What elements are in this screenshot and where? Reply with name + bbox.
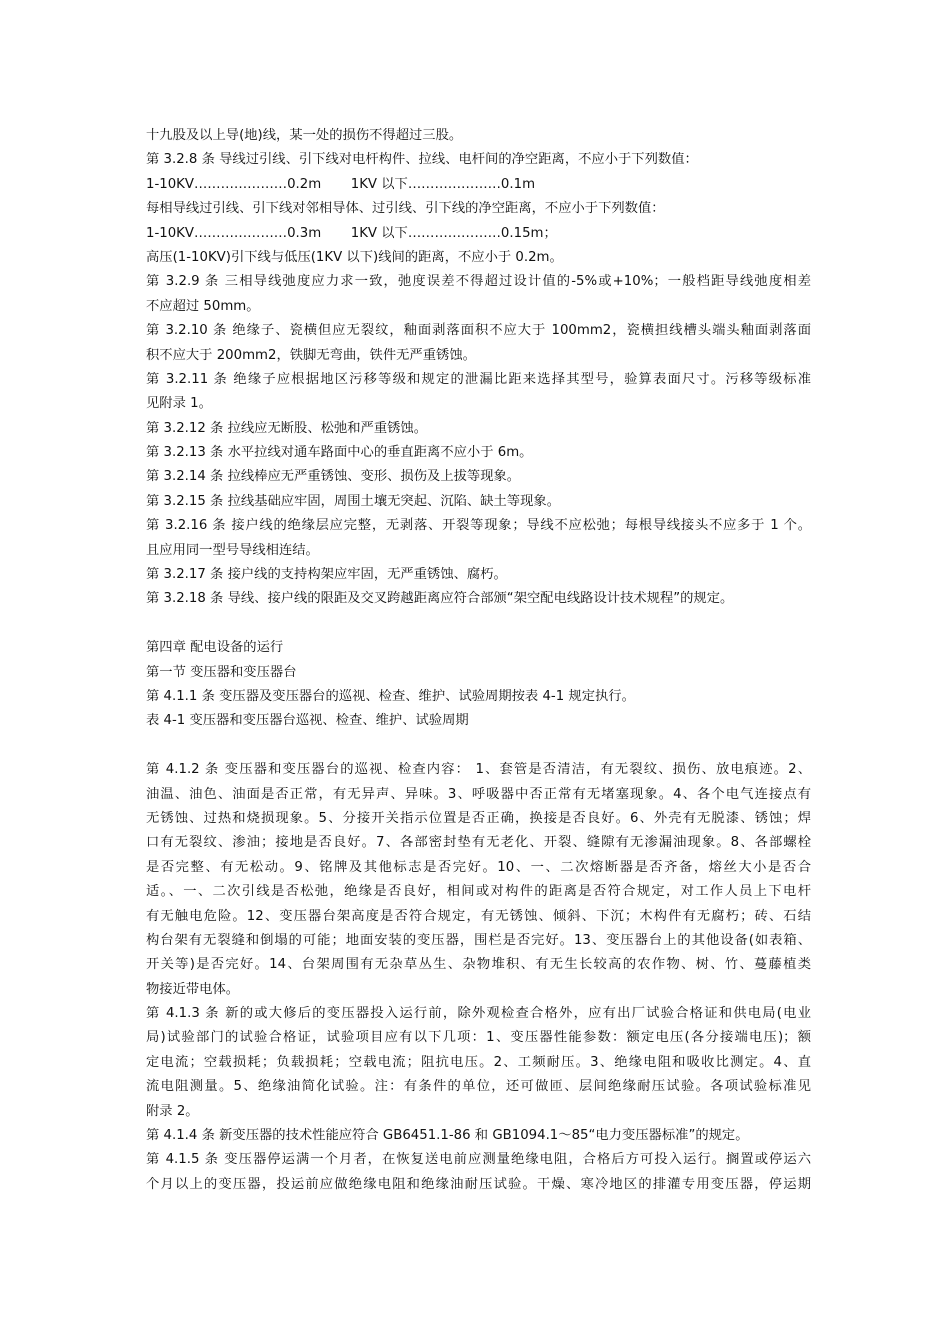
- paragraph-gap: [146, 734, 811, 758]
- text-line: 无锈蚀、过热和烧损现象。5、分接开关指示位置是否正确，换接是否良好。6、外壳有无脱漆、锈蚀；焊: [146, 810, 811, 826]
- table-caption: 表 4-1 变压器和变压器台巡视、检查、维护、试验周期: [146, 713, 469, 729]
- clause-3-2-11: 第 3.2.11 条 绝缘子应根据地区污移等级和规定的泄漏比距来选择其型号，验算表面尺寸。污移等级标准: [146, 371, 811, 387]
- clause-4-1-4: 第 4.1.4 条 新变压器的技术性能应符合 GB6451.1-86 和 GB1094.1～85“电力变压器标准”的规定。: [146, 1128, 749, 1144]
- clause-3-2-14: 第 3.2.14 条 拉线棒应无严重锈蚀、变形、损伤及上拔等现象。: [146, 469, 521, 485]
- paragraph-gap: [146, 612, 811, 636]
- clause-4-1-2: 第 4.1.2 条 变压器和变压器台的巡视、检查内容： 1、套管是否清洁，有无裂纹、损伤、放电痕迹。2、: [146, 762, 811, 778]
- clause-3-2-18: 第 3.2.18 条 导线、接户线的限距及交叉跨越距离应符合部颁“架空配电线路设计技术规程”的规定。: [146, 591, 734, 607]
- text-line: 流电阻测量。5、绝缘油简化试验。注：有条件的单位，还可做匝、层间绝缘耐压试验。各项试验标准见: [146, 1079, 811, 1095]
- clause-3-2-13: 第 3.2.13 条 水平拉线对通车路面中心的垂直距离不应小于 6m。: [146, 445, 533, 461]
- clause-3-2-15: 第 3.2.15 条 拉线基础应牢固，周围土壤无突起、沉陷、缺土等现象。: [146, 493, 560, 509]
- document-page: [146, 124, 811, 1197]
- chapter-title: 第四章 配电设备的运行: [146, 640, 284, 656]
- text-line: 构台架有无裂缝和倒塌的可能；地面安装的变压器，围栏是否完好。13、变压器台上的其他设备(如表箱、: [146, 932, 811, 948]
- clause-3-2-8: 第 3.2.8 条 导线过引线、引下线对电杆构件、拉线、电杆间的净空距离，不应小于下列数值：: [146, 152, 698, 168]
- section-4-1-clauses: [146, 758, 811, 1197]
- text-line: 个月以上的变压器，投运前应做绝缘电阻和绝缘油耐压试验。干燥、寒冷地区的排灌专用变压器，停运期: [146, 1176, 811, 1192]
- text-line: 十九股及以上导(地)线，某一处的损伤不得超过三股。: [146, 128, 463, 143]
- clause-4-1-3: 第 4.1.3 条 新的或大修后的变压器投入运行前，除外观检查合格外，应有出厂试验合格证和供电局(电业: [146, 1006, 811, 1022]
- text-line: 1-10KV…………………0.2m 1KV 以下…………………0.1m: [146, 176, 536, 192]
- text-line: 且应用同一型号导线相连结。: [146, 542, 319, 558]
- clause-3-2-12: 第 3.2.12 条 拉线应无断股、松弛和严重锈蚀。: [146, 420, 428, 436]
- text-line: 有无触电危险。12、变压器台架高度是否符合规定，有无锈蚀、倾斜、下沉；木构件有无腐朽；砖、石结: [146, 908, 811, 924]
- section-title: 第一节 变压器和变压器台: [146, 664, 297, 680]
- text-line: 每相导线过引线、引下线对邻相导体、过引线、引下线的净空距离，不应小于下列数值：: [146, 201, 665, 217]
- text-line: 油温、油色、油面是否正常，有无异声、异味。3、呼吸器中否正常有无堵塞现象。4、各个电气连接点有: [146, 786, 811, 802]
- text-line: 高压(1-10KV)引下线与低压(1KV 以下)线间的距离，不应小于 0.2m。: [146, 249, 563, 265]
- clause-3-2-9: 第 3.2.9 条 三相导线弛度应力求一致，弛度误差不得超过设计值的-5%或+10%；一般档距导线弛度相差: [146, 274, 811, 290]
- chapter-4-heading-block: [146, 636, 811, 734]
- text-line: 是否完整、有无松动。9、铭牌及其他标志是否完好。10、一、二次熔断器是否齐备，熔丝大小是否合: [146, 859, 811, 875]
- text-line: 定电流；空载损耗；负载损耗；空载电流；阻抗电压。2、工频耐压。3、绝缘电阻和吸收比测定。4、直: [146, 1054, 811, 1070]
- clause-3-2-16: 第 3.2.16 条 接户线的绝缘层应完整，无剥落、开裂等现象；导线不应松弛；每根导线接头不应多于 1 个。: [146, 518, 811, 534]
- text-line: 物接近带电体。: [146, 981, 240, 997]
- text-line: 开关等)是否完好。14、台架周围有无杂草丛生、杂物堆积、有无生长较高的农作物、树、竹、蔓藤植类: [146, 957, 811, 973]
- text-line: 局)试验部门的试验合格证，试验项目应有以下几项：1、变压器性能参数：额定电压(各分接端电压)；额: [146, 1030, 811, 1046]
- clause-3-2-10: 第 3.2.10 条 绝缘子、瓷横但应无裂纹，釉面剥落面积不应大于 100mm2，瓷横担线槽头端头釉面剥落面: [146, 323, 811, 339]
- text-line: 附录 2。: [146, 1103, 199, 1119]
- text-line: 1-10KV…………………0.3m 1KV 以下…………………0.15m；: [146, 225, 557, 241]
- text-line: 不应超过 50mm。: [146, 298, 260, 314]
- section-3-2-clauses: [146, 124, 811, 612]
- text-line: 积不应大于 200mm2，铁脚无弯曲，铁件无严重锈蚀。: [146, 347, 476, 363]
- text-line: 口有无裂纹、渗油；接地是否良好。7、各部密封垫有无老化、开裂、缝隙有无渗漏油现象。8、各部螺栓: [146, 835, 811, 851]
- clause-4-1-5: 第 4.1.5 条 变压器停运满一个月者，在恢复送电前应测量绝缘电阻，合格后方可投入运行。搁置或停运六: [146, 1152, 811, 1168]
- clause-3-2-17: 第 3.2.17 条 接户线的支持构架应牢固，无严重锈蚀、腐朽。: [146, 567, 507, 583]
- clause-4-1-1: 第 4.1.1 条 变压器及变压器台的巡视、检查、维护、试验周期按表 4-1 规定执行。: [146, 688, 635, 704]
- text-line: 适。、一、二次引线是否松弛，绝缘是否良好，相间或对构件的距离是否符合规定，对工作人员上下电杆: [146, 884, 811, 900]
- text-line: 见附录 1。: [146, 396, 212, 412]
